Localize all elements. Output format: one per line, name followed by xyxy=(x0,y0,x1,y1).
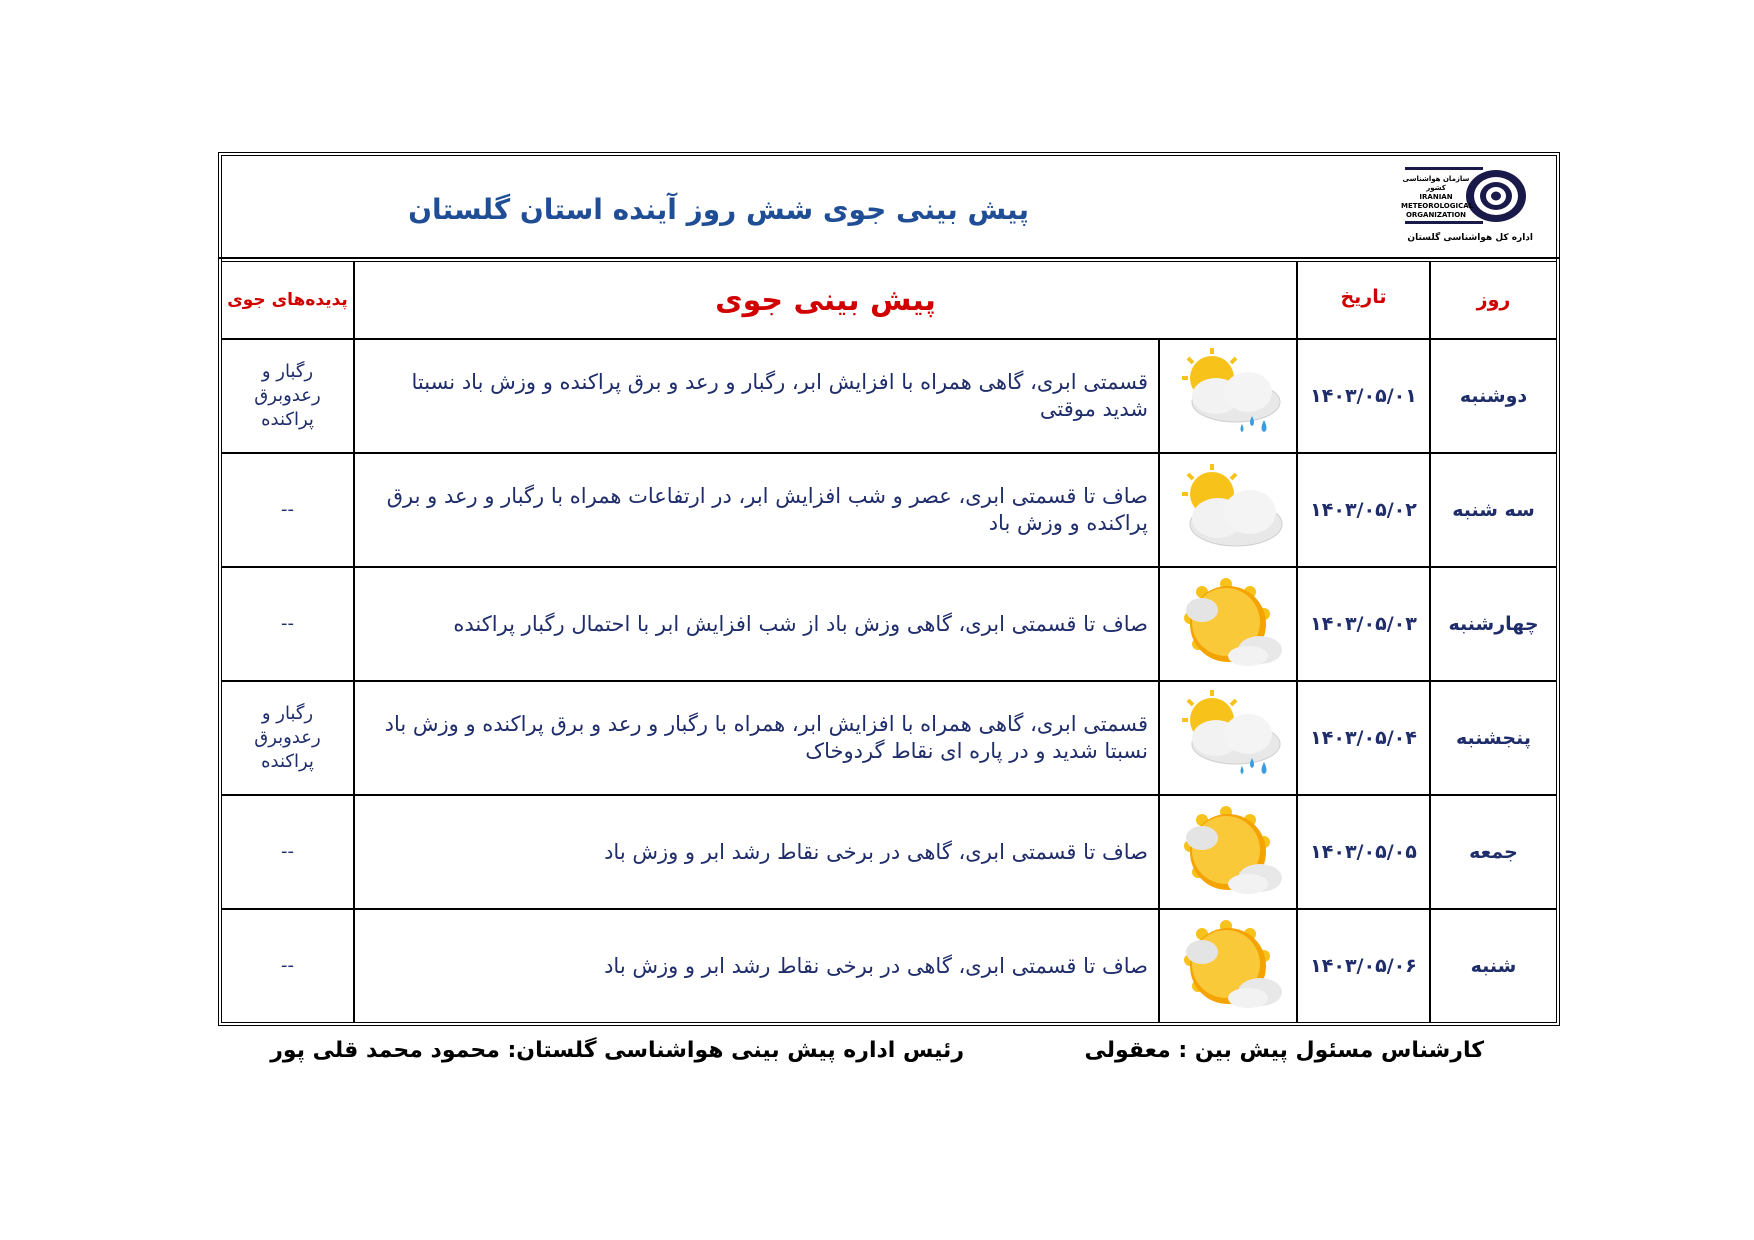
partly-cloudy-rain-icon xyxy=(1168,346,1288,446)
table-row xyxy=(221,339,1557,453)
date-cell: ۱۴۰۳/۰۵/۰۳ xyxy=(1297,567,1430,681)
forecaster-signature: کارشناس مسئول پیش بین : معقولی xyxy=(1084,1038,1484,1063)
date-cell: ۱۴۰۳/۰۵/۰۵ xyxy=(1297,795,1430,909)
date-cell: ۱۴۰۳/۰۵/۰۱ xyxy=(1297,339,1430,453)
logo-line-3: ORGANIZATION xyxy=(1405,211,1467,219)
forecast-text-cell: صاف تا قسمتی ابری، گاهی در برخی نقاط رشد ابر و وزش باد xyxy=(354,909,1159,1023)
forecast-text-cell: صاف تا قسمتی ابری، گاهی وزش باد از شب افزایش ابر با احتمال رگبار پراکنده xyxy=(354,567,1159,681)
forecast-sheet xyxy=(218,152,1560,1026)
table-row xyxy=(221,909,1557,1023)
forecast-text-cell: صاف تا قسمتی ابری، عصر و شب افزایش ابر، در ارتفاعات همراه با رگبار و رعد و برق پراکنده و وزش باد xyxy=(354,453,1159,567)
meteorological-organization-logo xyxy=(1393,163,1533,245)
weather-icon-cell xyxy=(1159,453,1297,567)
phenomena-cell: -- xyxy=(221,909,354,1023)
date-cell: ۱۴۰۳/۰۵/۰۲ xyxy=(1297,453,1430,567)
day-cell: چهارشنبه xyxy=(1430,567,1557,681)
phenomena-cell: -- xyxy=(221,567,354,681)
logo-caption: اداره کل هواشناسی گلستان xyxy=(1407,233,1533,243)
header-forecast: پیش بینی جوی xyxy=(354,261,1297,339)
weather-icon-cell xyxy=(1159,681,1297,795)
header-phenomena: پدیده‌های جوی xyxy=(221,261,354,339)
day-cell: پنجشنبه xyxy=(1430,681,1557,795)
forecast-text-cell: قسمتی ابری، گاهی همراه با افزایش ابر، رگبار و رعد و برق پراکنده و وزش باد نسبتا شدید موقتی xyxy=(354,339,1159,453)
table-row xyxy=(221,795,1557,909)
partly-cloudy-icon xyxy=(1168,460,1288,560)
date-cell: ۱۴۰۳/۰۵/۰۶ xyxy=(1297,909,1430,1023)
table-row xyxy=(221,681,1557,795)
logo-line-1: IRANIAN xyxy=(1419,193,1453,201)
table-row xyxy=(221,567,1557,681)
logo-line-fa: سازمان هواشناسی کشور xyxy=(1402,175,1470,192)
phenomena-cell: رگبار و رعدوبرق پراکنده xyxy=(221,339,354,453)
day-cell: سه شنبه xyxy=(1430,453,1557,567)
weather-icon-cell xyxy=(1159,909,1297,1023)
table-row xyxy=(221,453,1557,567)
sheet-header xyxy=(219,153,1559,259)
day-cell: دوشنبه xyxy=(1430,339,1557,453)
day-cell: شنبه xyxy=(1430,909,1557,1023)
header-day: روز xyxy=(1430,261,1557,339)
phenomena-cell: -- xyxy=(221,795,354,909)
sunny-cloudy-icon xyxy=(1168,916,1288,1016)
page-title: پیش بینی جوی شش روز آینده استان گلستان xyxy=(408,193,1029,226)
date-cell: ۱۴۰۳/۰۵/۰۴ xyxy=(1297,681,1430,795)
day-cell: جمعه xyxy=(1430,795,1557,909)
department-head-signature: رئیس اداره پیش بینی هواشناسی گلستان: محمود محمد قلی پور xyxy=(270,1038,964,1063)
weather-icon-cell xyxy=(1159,795,1297,909)
forecast-text-cell: صاف تا قسمتی ابری، گاهی در برخی نقاط رشد ابر و وزش باد xyxy=(354,795,1159,909)
sunny-cloudy-icon xyxy=(1168,574,1288,674)
weather-icon-cell xyxy=(1159,567,1297,681)
sunny-cloudy-icon xyxy=(1168,802,1288,902)
partly-cloudy-rain-icon xyxy=(1168,688,1288,788)
table-header-row xyxy=(221,261,1557,339)
header-date: تاریخ xyxy=(1297,261,1430,339)
forecast-text-cell: قسمتی ابری، گاهی همراه با افزایش ابر، همراه با رگبار و رعد و برق پراکنده و وزش باد نسبتا شدید و در پاره ای نقاط گردوخاک xyxy=(354,681,1159,795)
forecast-table xyxy=(221,261,1557,1023)
logo-text xyxy=(1401,175,1474,220)
phenomena-cell: رگبار و رعدوبرق پراکنده xyxy=(221,681,354,795)
logo-line-2: METEOROLOGICAL xyxy=(1401,202,1474,210)
weather-icon-cell xyxy=(1159,339,1297,453)
phenomena-cell: -- xyxy=(221,453,354,567)
